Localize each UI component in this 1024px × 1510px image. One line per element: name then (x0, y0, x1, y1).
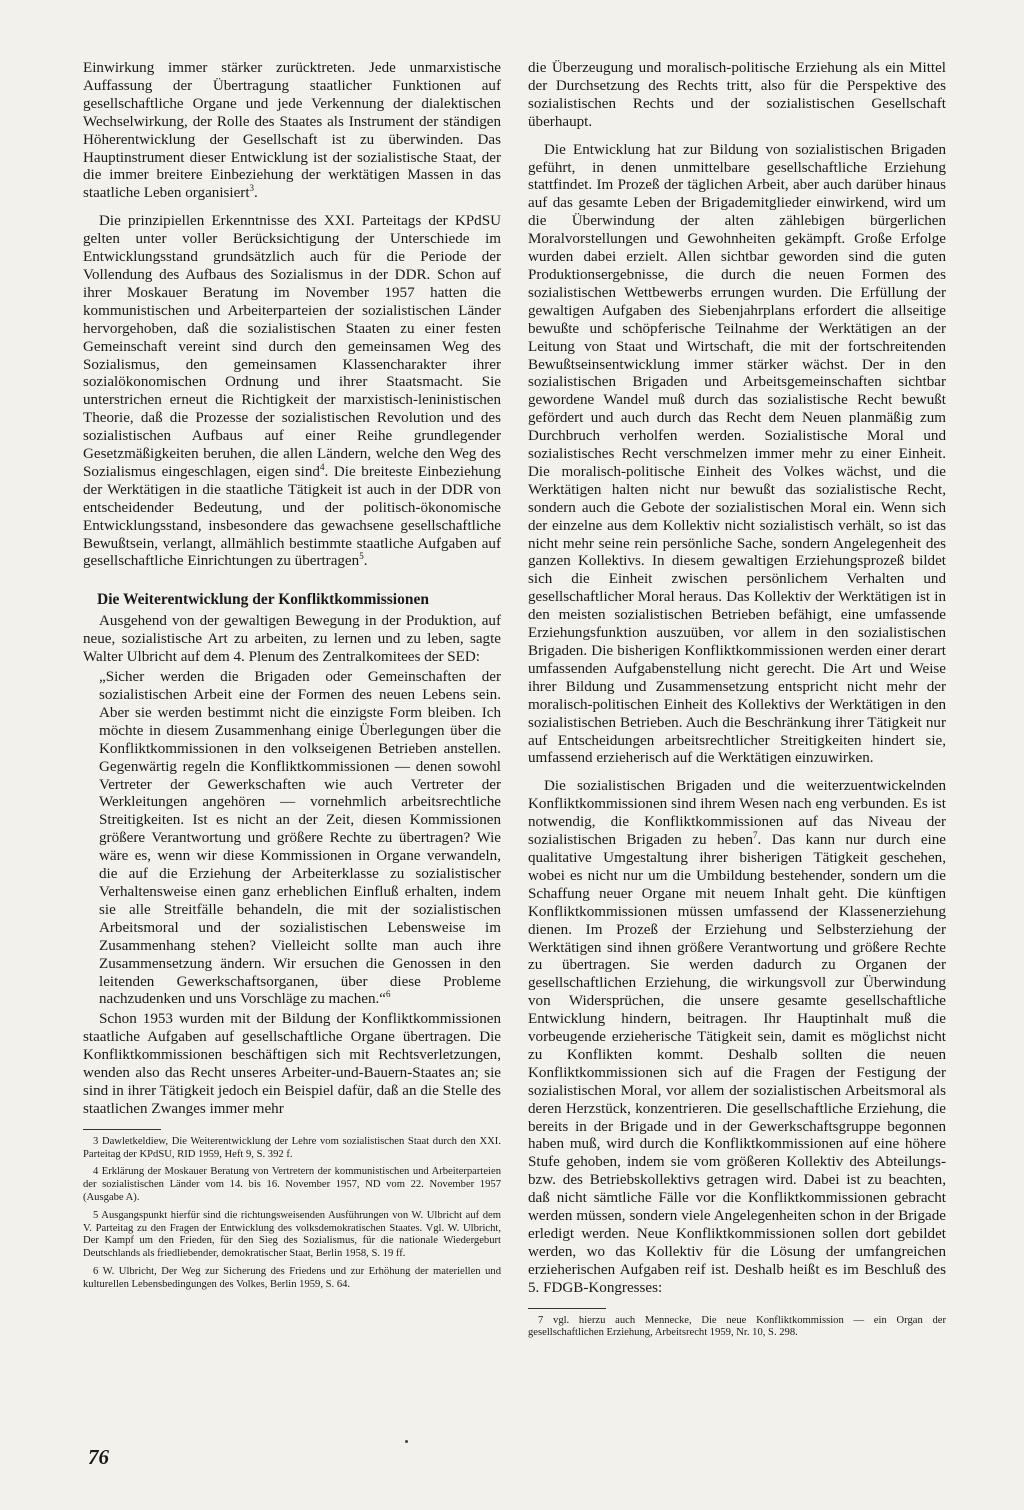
footnote: 4 Erklärung der Moskauer Beratung von Vertretern der kommunistischen und Arbeiterparteien der sozialistischen Länder vom 14. bis 16. November 1957, ND vom 22. November 1957 (Ausgabe A). (83, 1166, 501, 1203)
footnote: 3 Dawletkeldiew, Die Weiterentwicklung der Lehre vom sozialistischen Staat durch den XXI. Parteitag der KPdSU, RID 1959, Heft 9, S. 392 f. (83, 1135, 501, 1160)
paragraph: Einwirkung immer stärker zurücktreten. Jede unmarxistische Auffassung der Übertragung staatlicher Funktionen auf gesellschaftliche Organe und jede Verkennung der dialektischen Wechselwirkung, der Rolle des Staates als Instrument der ständigen Höherentwicklung der Gesellschaft ist zu überwinden. Das Hauptinstrument dieser Entwicklung ist der sozialistische Staat, der die immer breitere Einbeziehung der werktätigen Massen in das staatliche Leben organisiert$^3$. (83, 60, 501, 202)
block-quote: „Sicher werden die Brigaden oder Gemeinschaften der sozialistischen Arbeit eine der Formen des neuen Lebens sein. Aber sie werden bestimmt nicht die einzigste Form bleiben. Ich möchte in diesem Zusammenhang einige Überlegungen über die Konfliktkommissionen in den volkseigenen Betrieben anstellen. Gegenwärtig regeln die Konfliktkommissionen — denen sowohl Vertreter der Gewerkschaften wie auch Vertreter der Werkleitungen angehören — vornehmlich arbeitsrechtliche Streitigkeiten. Ist es nicht an der Zeit, diesen Kommissionen größere Verantwortung und größere Rechte zu übertragen? Wie wäre es, wenn wir diese Kommissionen in Organe verwandeln, die auf die Erziehung der Arbeiterklasse zu sozialistischer Verhaltensweise einen ganz erheblichen Einfluß erhalten, indem sie alle Streitfälle behandeln, die mit der sozialistischen Arbeitsmoral und der sozialistischen Lebensweise im Zusammenhang stehen? Vielleicht sollte man auch ihre Zusammensetzung ändern. Wir ersuchen die Genossen in den leitenden Gewerkschaftsorganen, über diese Probleme nachzudenken und uns Vorschläge zu machen.“$^6$ (99, 669, 501, 1008)
footnote-divider (83, 1129, 161, 1130)
paragraph: Die Entwicklung hat zur Bildung von sozialistischen Brigaden geführt, in denen unmittelbare gesellschaftliche Erziehung stattfindet. Im Prozeß der täglichen Arbeit, aber auch darüber hinaus auf das gesamte Leben der Brigademitglieder einwirkend, wird um die Überwindung der alten zählebigen bürgerlichen Moralvorstellungen und Gewohnheiten gekämpft. Große Erfolge wurden dabei erzielt. Allen sichtbar geworden sind die guten Produktionsergebnisse, die durch die neuen Formen des sozialistischen Wettbewerbs errungen wurden. Die Erfüllung der gewaltigen Aufgaben des Siebenjahrplans erfordert die allseitige bewußte und schöpferische Teilnahme der Werktätigen an der Leitung von Staat und Wirtschaft, die mit der fortschreitenden Bewußtseinsentwicklung immer stärker wächst. Der in den sozialistischen Brigaden und Arbeitsgemeinschaften sichtbar gewordene Wandel muß durch das sozialistische Recht bewußt gefördert und auch durch das Recht dem Neuen planmäßig zum Durchbruch verholfen werden. Sozialistische Moral und sozialistisches Recht verschmelzen immer mehr zu einer Einheit. Die moralisch-politische Einheit des Volkes wächst, und die Werktätigen halten nicht nur bewußt das sozialistische Recht, sondern auch die Gebote der sozialistischen Moral ein. Wenn sich der einzelne aus dem Kollektiv nicht sozialistisch verhält, so ist das nicht mehr seine rein persönliche Sache, sondern Angelegenheit des ganzen Kollektivs. In diesem gewaltigen Erziehungsprozeß bildet sich die Einheit zwischen persönlichem Verhalten und gesellschaftlicher Moral heraus. Das Kollektiv der Werktätigen ist in den meisten sozialistischen Betrieben befähigt, eine umfassende Erziehungsfunktion auszuüben, vor allem in den sozialistischen Brigaden. Die bisherigen Konfliktkommissionen werden einer derart umfassenden Aufgabenstellung nicht gerecht. Die Art und Weise ihrer Bildung und Zusammensetzung entspricht nicht mehr der moralisch-politischen Einheit des Kollektivs der Werktätigen in den sozialistischen Betrieben. Auch die Beschränkung ihrer Tätigkeit nur auf Entscheidungen arbeitsrechtlicher Streitigkeiten hindert sie, umfassend erzieherisch auf die Werktätigen einzuwirken. (528, 141, 946, 767)
paragraph: Schon 1953 wurden mit der Bildung der Konfliktkommissionen staatliche Aufgaben auf gesellschaftliche Organe übertragen. Die Konfliktkommissionen beschäftigen sich mit Rechtsverletzungen, wenden also das Recht unseres Arbeiter-und-Bauern-Staates an; sie sind in ihrer Tätigkeit jedoch ein Beispiel dafür, daß an die Stelle des staatlichen Zwanges immer mehr (83, 1011, 501, 1117)
print-speck (405, 1440, 408, 1443)
footnote: 6 W. Ulbricht, Der Weg zur Sicherung des Friedens und zur Erhöhung der materiellen und kulturellen Lebensbedingungen des Volkes, Berlin 1959, S. 64. (83, 1265, 501, 1290)
paragraph: Die sozialistischen Brigaden und die weiterzuentwickelnden Konfliktkommissionen sind ihrem Wesen nach eng verbunden. Es ist notwendig, die Konfliktkommissionen auf das Niveau der sozialistischen Brigaden zu heben$^7$. Das kann nur durch eine qualitative Umgestaltung ihrer bisherigen Tätigkeit geschehen, wobei es nicht nur um die Umbildung bestehender, sondern um die Schaffung neuer Organe mit neuem Inhalt geht. Die künftigen Konfliktkommissionen müssen umfassend der Klassenerziehung dienen. Im Prozeß der Erziehung und Selbsterziehung der Werktätigen sind ihnen größere Verantwortung und größere Rechte zu übertragen. Sie werden dadurch zu Organen der gesellschaftlichen Erziehung, die wirkungsvoll zur Überwindung von Widersprüchen, die unsere gesamte gesellschaftliche Entwicklung hindern, beitragen. Ihr Hauptinhalt muß die vorbeugende erzieherische Tätigkeit sein, damit es möglichst nicht zu Konflikten kommt. Deshalb sollten die neuen Konfliktkommissionen sich auf die Fragen der Festigung der sozialistischen Moral, vor allem der sozialistischen Arbeitsmoral als deren Herzstück, konzentrieren. Die gesellschaftliche Erziehung, die bereits in der Brigade und in der Gewerkschaftsgruppe begonnen haben muß, wird durch die Konfliktkommissionen auf eine höhere Stufe gehoben, indem sie vom größeren Kollektiv des Abteilungs- bzw. des Betriebskollektivs getragen wird. Dabei ist zu beachten, daß nicht sämtliche Fälle vor die Konfliktkommissionen gebracht werden müssen, sondern viele Angelegenheiten schon in der Brigade erledigt werden. Neue Konfliktkommissionen sollen dort gebildet werden, wo das Kollektiv für die Lösung der umfangreichen erzieherischen Aufgaben reif ist. Deshalb heißt es im Beschluß des 5. FDGB-Kongresses: (528, 778, 946, 1296)
left-column (83, 60, 501, 1297)
paragraph: Die prinzipiellen Erkenntnisse des XXI. Parteitags der KPdSU gelten unter voller Berücksichtigung der Unterschiede im Entwicklungsstand grundsätzlich auch für die Periode der Vollendung des Aufbaus des Sozialismus in der DDR. Schon auf ihrer Moskauer Beratung im November 1957 hatten die kommunistischen und Arbeiterparteien der sozialistischen Länder hervorgehoben, daß die sozialistischen Staaten zu einer festen Gemeinschaft vereint sind durch den gemeinsamen Weg des Sozialismus, den gemeinsamen Klassencharakter ihrer sozialökonomischen Ordnung und ihrer Staatsmacht. Sie unterstrichen erneut die Richtigkeit der marxistisch-leninistischen Theorie, daß die Prozesse der sozialistischen Revolution und des sozialistischen Aufbaus auf einer Reihe grundlegender Gesetzmäßigkeiten beruhen, die allen Ländern, welche den Weg des Sozialismus eingeschlagen, eigen sind$^4$. Die breiteste Einbeziehung der Werktätigen in die staatliche Tätigkeit ist auch in der DDR von entscheidender Bedeutung, und der politisch-ökonomische Entwicklungsstand, insbesondere das gewachsene gesellschaftliche Bewußtsein, verlangt, allmählich bestimmte staatliche Aufgaben auf gesellschaftliche Einrichtungen zu übertragen$^5$. (83, 213, 502, 570)
footnote-divider (528, 1308, 606, 1309)
footnote: 5 Ausgangspunkt hierfür sind die richtungsweisenden Ausführungen von W. Ulbricht auf dem V. Parteitag zu den Fragen der Entwicklung des volksdemokratischen Staates. Vgl. W. Ulbricht, Der Kampf um den Frieden, für den Sieg des Sozialismus, für die nationale Wiedergeburt Deutschlands als friedliebender, demokratischer Staat, Berlin 1958, S. 19 ff. (83, 1209, 501, 1260)
paragraph: Ausgehend von der gewaltigen Bewegung in der Produktion, auf neue, sozialistische Art zu arbeiten, zu lernen und zu leben, sagte Walter Ulbricht auf dem 4. Plenum des Zentralkomitees der SED: (83, 613, 501, 666)
section-heading: Die Weiterentwicklung der Konfliktkommissionen (97, 591, 429, 609)
paragraph: die Überzeugung und moralisch-politische Erziehung als ein Mittel der Durchsetzung des Rechts tritt, also für die Perspektive des sozialistischen Rechts und der sozialistischen Gesellschaft überhaupt. (528, 60, 946, 130)
footnote: 7 vgl. hierzu auch Mennecke, Die neue Konfliktkommission — ein Organ der gesellschaftlichen Erziehung, Arbeitsrecht 1959, Nr. 10, S. 298. (528, 1314, 946, 1339)
right-column (528, 60, 946, 1345)
page-number: 76 (88, 1445, 109, 1469)
